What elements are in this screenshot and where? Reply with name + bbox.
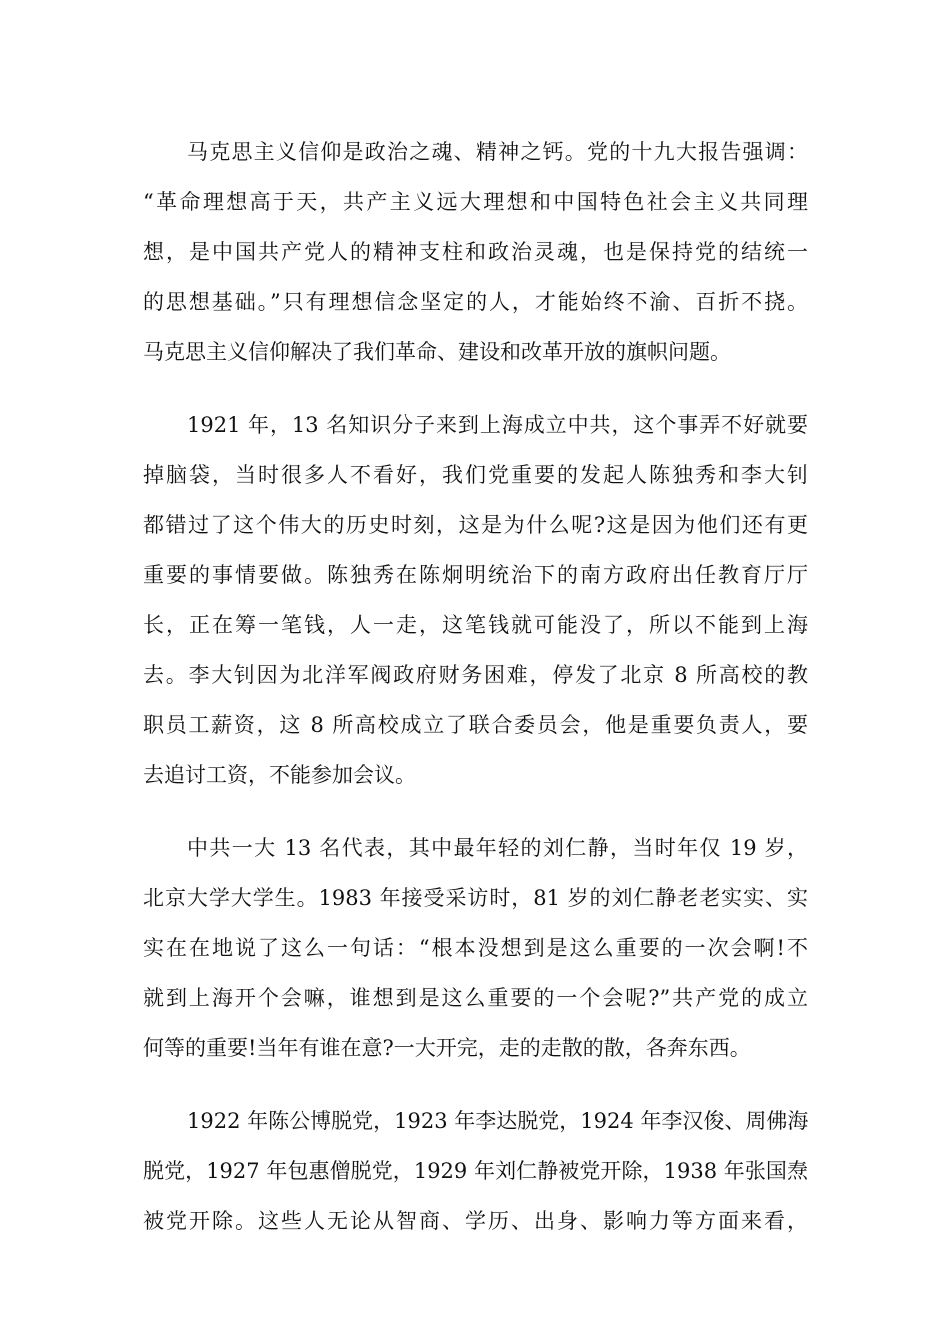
paragraph-spacer <box>143 377 808 400</box>
paragraph-spacer <box>143 1073 808 1096</box>
text-line: 何等的重要!当年有谁在意?一大开完，走的走散的散，各奔东西。 <box>143 1036 751 1060</box>
text-line: 都错过了这个伟大的历史时刻，这是为什么呢?这是因为他们还有更 <box>143 513 808 537</box>
text-line: 的思想基础。”只有理想信念坚定的人，才能始终不渝、百折不挠。 <box>143 290 808 314</box>
paragraph-4 <box>143 1096 808 1246</box>
text-line: 1921 年，13 名知识分子来到上海成立中共，这个事弄不好就要 <box>187 413 808 437</box>
text-line: 重要的事情要做。陈独秀在陈炯明统治下的南方政府出任教育厅厅 <box>143 563 808 587</box>
text-line: 马克思主义信仰解决了我们革命、建设和改革开放的旗帜问题。 <box>143 340 731 364</box>
text-line: “革命理想高于天，共产主义远大理想和中国特色社会主义共同理 <box>143 190 808 214</box>
text-line: 去。李大钊因为北洋军阀政府财务困难，停发了北京 8 所高校的教 <box>143 663 808 687</box>
paragraph-spacer <box>143 800 808 823</box>
text-line: 脱党，1927 年包惠僧脱党，1929 年刘仁静被党开除，1938 年张国焘 <box>143 1159 808 1183</box>
paragraph-3 <box>143 823 808 1073</box>
text-line: 掉脑袋，当时很多人不看好，我们党重要的发起人陈独秀和李大钊 <box>143 463 808 487</box>
text-line: 1922 年陈公博脱党，1923 年李达脱党，1924 年李汉俊、周佛海 <box>187 1109 809 1133</box>
text-line: 实在在地说了这么一句话：“根本没想到是这么重要的一次会啊!不 <box>143 936 808 960</box>
text-line: 职员工薪资，这 8 所高校成立了联合委员会，他是重要负责人，要 <box>143 713 808 737</box>
text-line: 被党开除。这些人无论从智商、学历、出身、影响力等方面来看， <box>143 1209 808 1233</box>
text-line: 中共一大 13 名代表，其中最年轻的刘仁静，当时年仅 19 岁， <box>187 836 808 860</box>
text-line: 北京大学大学生。1983 年接受采访时，81 岁的刘仁静老老实实、实 <box>143 886 808 910</box>
text-line: 就到上海开个会嘛，谁想到是这么重要的一个会呢?”共产党的成立 <box>143 986 808 1010</box>
document-body <box>143 127 808 1246</box>
text-line: 长，正在筹一笔钱，人一走，这笔钱就可能没了，所以不能到上海 <box>143 613 808 637</box>
paragraph-2 <box>143 400 808 800</box>
text-line: 马克思主义信仰是政治之魂、精神之钙。党的十九大报告强调： <box>187 140 808 164</box>
text-line: 想，是中国共产党人的精神支柱和政治灵魂，也是保持党的结统一 <box>143 240 808 264</box>
paragraph-1 <box>143 127 808 377</box>
text-line: 去追讨工资，不能参加会议。 <box>143 763 416 787</box>
